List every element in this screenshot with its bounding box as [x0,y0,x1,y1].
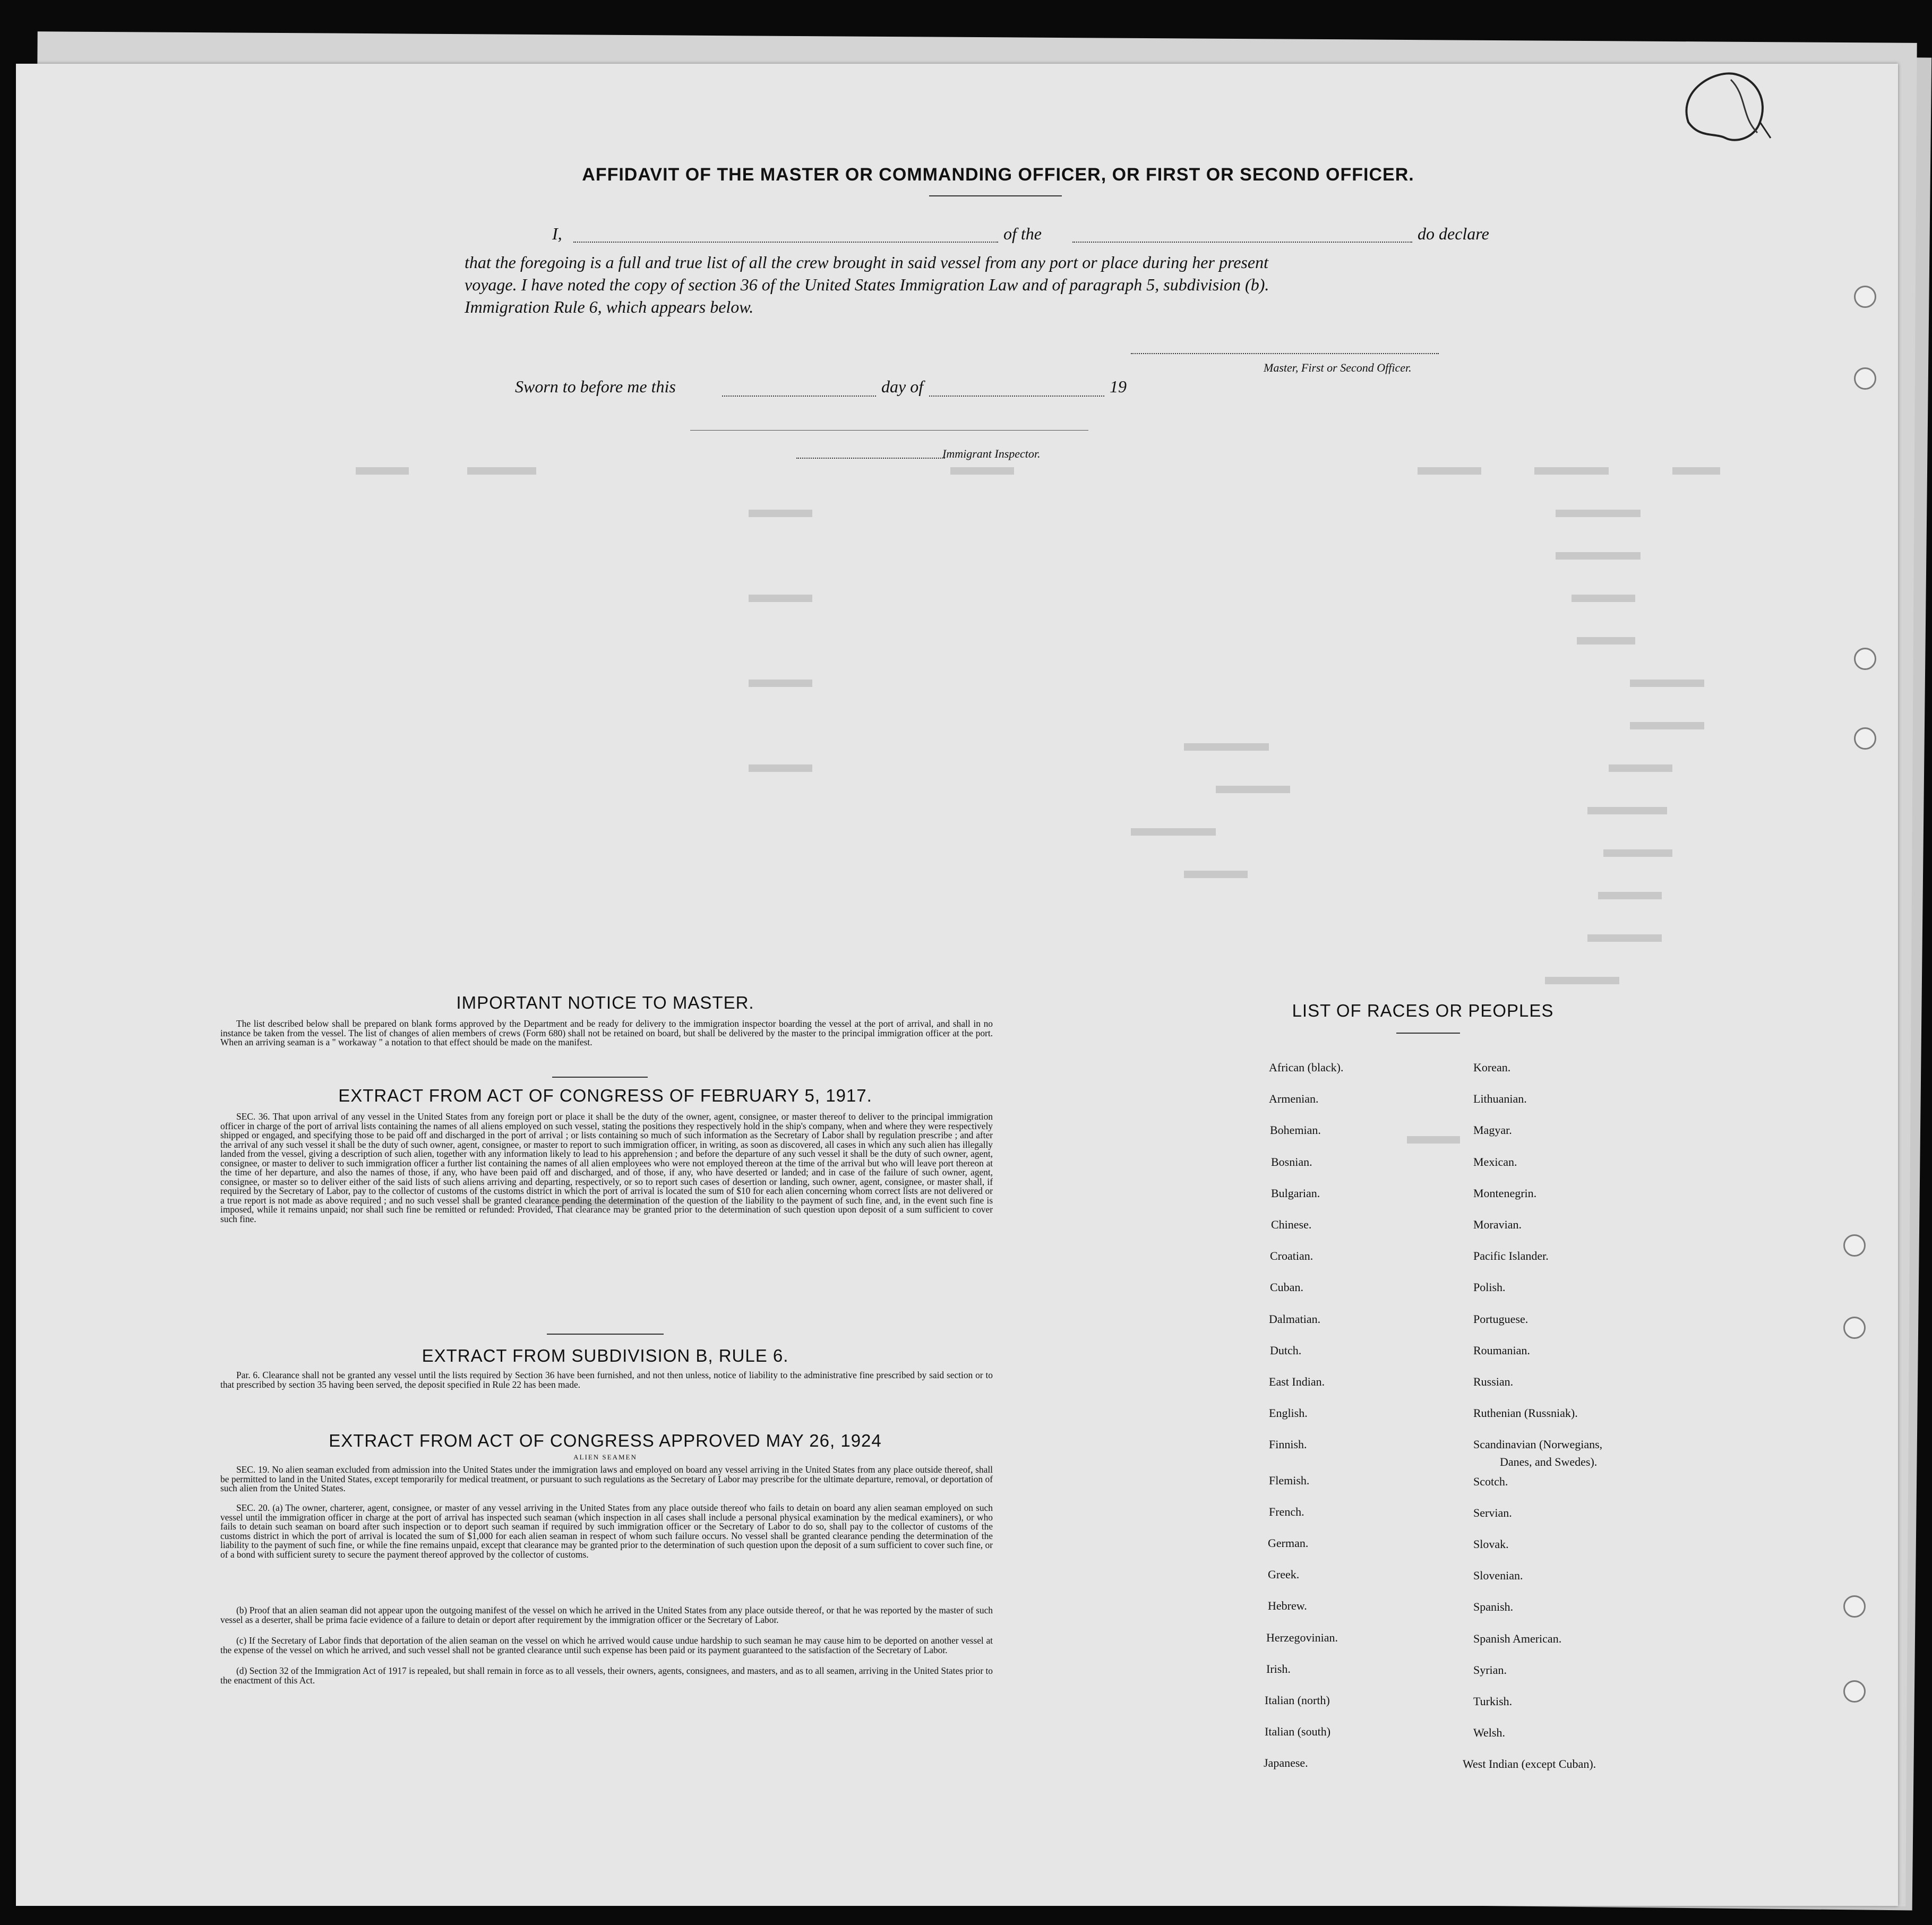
race-entry: Finnish. [1269,1438,1307,1451]
race-entry: Mexican. [1473,1155,1517,1168]
section-rule [547,1334,664,1335]
extract-1924-sec20c: (c) If the Secretary of Labor finds that deportation of the alien seaman on the vessel on which he arrived would cause undue hardship to such seaman he may cause him to be deported on another vessel at the expense of the vessel on which he arrived, and such vessel shall not be granted clearance until such expense has been paid or its payment guaranteed to the satisfaction of the Secretary of Labor. [220,1635,993,1655]
race-entry: Irish. [1266,1662,1291,1675]
extract-1917-heading: EXTRACT FROM ACT OF CONGRESS OF FEBRUARY 5, 1917. [338,1086,872,1105]
race-entry: Scotch. [1473,1474,1508,1488]
race-entry: Chinese. [1271,1218,1312,1231]
punch-hole [1843,1680,1866,1703]
race-entry: Dutch. [1270,1343,1302,1357]
race-entry: Croatian. [1270,1249,1313,1263]
day-of-label: day of [881,377,924,396]
race-entry: East Indian. [1269,1375,1325,1388]
race-entry: Spanish. [1473,1600,1514,1614]
affidavit-line-3: Immigration Rule 6, which appears below. [465,297,754,316]
race-entry: Flemish. [1269,1473,1310,1487]
torn-corner-mark [1667,64,1784,165]
affidavit-line-1: that the foregoing is a full and true list of all the crew brought in said vessel from any port or place during her present [465,253,1268,272]
extract-1924-heading: EXTRACT FROM ACT OF CONGRESS APPROVED MAY 26, 1924 [329,1431,882,1450]
name-blank[interactable] [573,242,998,243]
race-entry: Italian (north) [1265,1694,1330,1707]
race-entry: Dalmatian. [1269,1312,1321,1326]
affidavit-line-2: voyage. I have noted the copy of section 36 of the United States Immigration Law and of paragraph 5, subdivision (b). [465,275,1269,294]
race-entry: African (black). [1269,1061,1344,1074]
year-prefix: 19 [1110,377,1127,396]
extract-1917-text: SEC. 36. That upon arrival of any vessel in the United States from any foreign port or place it shall be the duty of the owner, agent, consignee, or master thereof to deliver to the principal immigration officer in charge of the port of arrival lists containing the names of all aliens employed on such vessel, stating the positions they respectively hold in the ship's company, when and where they were respectively shipped or engaged, and specifying those to be paid off and discharged in the port of arrival ; or lists containing so much of such information as the Secretary of Labor shall by regulation prescribe ; and after the arrival of any such vessel it shall be the duty of such owner, agent, consignee, or master to report to such immigration officer, in writing, as soon as discovered, all cases in which any such alien has illegally landed from the vessel, giving a description of such alien, together with any information likely to lead to his apprehension ; and before the departure of any such vessel it shall be the duty of such owner, agent, consignee, or master to deliver to such immigration officer a further list containing the names of all alien employees who were not employed thereon at the time of the arrival but who will leave port thereon at the time of her departure, and also the names of those, if any, who have been paid off and discharged, and of those, if any, who have deserted or landed; and in case of the failure of such owner, agent, consignee, or master so to deliver either of the said lists of such aliens arriving and departing, respectively, or so to report such cases of desertion or landing, such owner, agent, consignee, or master shall, if required by the Secretary of Labor, pay to the collector of customs of the customs district in which the port of arrival is located the sum of $10 for each alien concerning whom correct lists are not delivered or a true report is not made as above required ; and no such vessel shall be granted clearance pending the determination of the question of the liability to the payment of such fine, and, in the event such fine is imposed, while it remains unpaid; nor shall such fine be remitted or refunded: Provided, That clearance may be granted prior to the determination of such question upon deposit of a sum sufficient to cover such fine. [220,1111,993,1224]
race-entry-continuation: Danes, and Swedes). [1500,1455,1598,1468]
inspector-caption: Immigrant Inspector. [942,447,1041,460]
inspector-name-line[interactable] [796,458,945,459]
races-title: LIST OF RACES OR PEOPLES [1292,1001,1554,1020]
race-entry: English. [1269,1406,1308,1420]
race-entry: Pacific Islander. [1473,1249,1549,1263]
race-entry: Hebrew. [1268,1599,1307,1613]
race-entry: Bulgarian. [1271,1186,1320,1200]
title-rule [929,195,1062,196]
extract-rule6-text: Par. 6. Clearance shall not be granted any vessel until the lists required by Section 36 have been furnished, and not then unless, notice of liability to the administrative fine prescribed by said section or to that prescribed by section 35 having been served, the deposit specified in Rule 22 has been made. [220,1370,993,1390]
sworn-label: Sworn to before me this [515,377,676,396]
punch-hole [1854,648,1876,670]
punch-hole [1843,1317,1866,1339]
document-page [16,64,1898,1906]
race-entry: Scandinavian (Norwegians, [1473,1438,1603,1451]
master-signature-line[interactable] [1131,353,1439,354]
race-entry: Cuban. [1270,1281,1303,1294]
extract-1924-sec20b: (b) Proof that an alien seaman did not appear upon the outgoing manifest of the vessel on which he arrived in the United States from any place outside thereof, or that he was reported by the master of such vessel as a deserter, shall be prima facie evidence of a failure to detain or deport after requirement by the immigration officer or the Secretary of Labor. [220,1605,993,1625]
alien-seamen-subheading: ALIEN SEAMEN [573,1453,637,1461]
race-entry: Portuguese. [1473,1312,1529,1326]
vessel-blank[interactable] [1072,242,1412,243]
section-rule [552,1077,648,1078]
declare-i: I, [552,224,562,243]
race-entry: Welsh. [1473,1726,1505,1740]
inspector-signature-line [690,430,1088,431]
race-entry: Roumanian. [1473,1343,1530,1357]
races-title-rule [1396,1033,1460,1034]
race-entry: Ruthenian (Russniak). [1473,1406,1578,1420]
punch-hole [1854,367,1876,390]
race-entry: Greek. [1268,1568,1300,1582]
extract-rule6-heading: EXTRACT FROM SUBDIVISION B, RULE 6. [422,1346,789,1365]
race-entry: Polish. [1473,1281,1506,1294]
punch-hole [1843,1234,1866,1257]
race-entry: Servian. [1473,1506,1512,1519]
punch-hole [1854,727,1876,750]
race-entry: Moravian. [1473,1218,1522,1231]
race-entry: Italian (south) [1265,1725,1331,1739]
extract-1924-sec20d: (d) Section 32 of the Immigration Act of 1917 is repealed, but shall remain in force as to all vessels, their owners, agents, consignees, and masters, and as to all seamen, arriving in the United States prior to the enactment of this Act. [220,1665,993,1686]
race-entry: Korean. [1473,1061,1511,1074]
race-entry: French. [1269,1505,1304,1518]
race-entry: Bosnian. [1271,1155,1312,1168]
extract-1924-sec20a: SEC. 20. (a) The owner, charterer, agent, consignee, or master of any vessel arriving in the United States from any place outside thereof who fails to detain on board any alien seaman employed on such vessel until the immigration officer in charge at the port of arrival has inspected such seaman (which inspection in all cases shall include a personal physical examination by the medical examiners), or who fails to detain such seaman on board after such inspection or to deport such seaman if required by such immigration officer or the Secretary of Labor to do so, shall pay to the collector of customs of the customs district in which the port of arrival is located the sum of $1,000 for each alien seaman in respect of whom such failure occurs. No vessel shall be granted clearance pending the determination of the liability to the payment of such fine, or while the fine remains unpaid, except that clearance may be granted prior to the determination of such question upon the deposit of a sum sufficient to cover such fine, or of a bond with sufficient surety to secure the payment thereof approved by the collector of customs. [220,1502,993,1560]
race-entry: Slovak. [1473,1537,1509,1551]
day-blank[interactable] [722,396,876,397]
race-entry: Armenian. [1269,1092,1319,1106]
race-entry: Bohemian. [1270,1123,1321,1137]
extract-1924-sec19: SEC. 19. No alien seaman excluded from admission into the United States under the immigration laws and employed on board any vessel arriving in the United States from any place outside thereof, shall be permitted to land in the United States, except temporarily for medical treatment, or pursuant to such regulations as the Secretary of Labor may prescribe for the ultimate departure, removal, or deportation of such alien from the United States. [220,1464,993,1493]
master-caption: Master, First or Second Officer. [1264,361,1412,374]
race-entry: Herzegovinian. [1266,1630,1338,1644]
punch-hole [1843,1595,1866,1618]
race-entry: German. [1268,1536,1309,1550]
race-entry: Japanese. [1264,1756,1308,1770]
declare-of-the: of the [1003,224,1042,243]
race-entry: Magyar. [1473,1123,1512,1137]
race-entry: Russian. [1473,1375,1514,1388]
race-entry: Spanish American. [1473,1631,1562,1645]
declare-end: do declare [1418,224,1489,243]
race-entry: Montenegrin. [1473,1186,1537,1200]
notice-text: The list described below shall be prepared on blank forms approved by the Department and be ready for delivery to the immigration inspector boarding the vessel at the port of arrival, and shall in no instance be taken from the vessel. The list of changes of alien members of crews (Form 680) shall not be retained on board, but shall be delivered by the master to the principal immigration officer at the port. When an arriving seaman is a " workaway " a notation to that effect should be made on the manifest. [220,1018,993,1047]
bleed-through-texture [16,64,1898,1906]
race-entry: West Indian (except Cuban). [1463,1757,1596,1771]
month-blank[interactable] [929,396,1104,397]
race-entry: Turkish. [1473,1695,1513,1708]
race-entry: Syrian. [1473,1663,1507,1677]
notice-heading: IMPORTANT NOTICE TO MASTER. [456,993,754,1012]
punch-hole [1854,286,1876,308]
race-entry: Slovenian. [1473,1569,1523,1583]
race-entry: Lithuanian. [1473,1092,1527,1106]
affidavit-title: AFFIDAVIT OF THE MASTER OR COMMANDING OFFICER, OR FIRST OR SECOND OFFICER. [582,165,1414,185]
